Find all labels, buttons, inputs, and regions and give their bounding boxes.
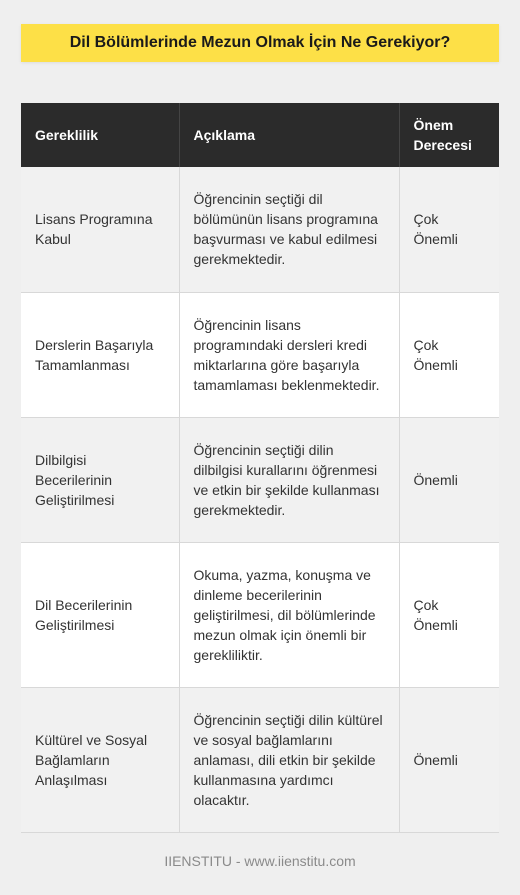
table-row: [21, 687, 499, 832]
page-title: Dil Bölümlerinde Mezun Olmak İçin Ne Gerekiyor?: [69, 34, 451, 51]
importance-cell: Çok Önemli: [399, 292, 499, 417]
header-requirement: Gereklilik: [21, 103, 179, 167]
table-row: [21, 167, 499, 292]
requirement-cell: Dilbilgisi Becerilerinin Geliştirilmesi: [21, 417, 179, 542]
importance-cell: Çok Önemli: [399, 167, 499, 292]
importance-cell: Önemli: [399, 687, 499, 832]
table-header-row: [21, 103, 499, 167]
description-cell: Öğrencinin seçtiği dil bölümünün lisans programına başvurması ve kabul edilmesi gerekmektedir.: [179, 167, 399, 292]
importance-cell: Önemli: [399, 417, 499, 542]
footer-credit: IIENSTITU - www.iienstitu.com: [164, 853, 356, 869]
importance-cell: Çok Önemli: [399, 542, 499, 687]
header-importance: Önem Derecesi: [399, 103, 499, 167]
table-row: [21, 542, 499, 687]
table-row: [21, 292, 499, 417]
description-cell: Okuma, yazma, konuşma ve dinleme becerilerinin geliştirilmesi, dil bölümlerinde mezun olmak için önemli bir gerekliliktir.: [179, 542, 399, 687]
table-row: [21, 417, 499, 542]
description-cell: Öğrencinin seçtiği dilin kültürel ve sosyal bağlamlarını anlaması, dili etkin bir şekilde kullanmasına yardımcı olacaktır.: [179, 687, 399, 832]
requirement-cell: Kültürel ve Sosyal Bağlamların Anlaşılması: [21, 687, 179, 832]
requirement-cell: Dil Becerilerinin Geliştirilmesi: [21, 542, 179, 687]
requirements-table: [21, 103, 499, 833]
title-banner: [21, 24, 499, 62]
description-cell: Öğrencinin seçtiği dilin dilbilgisi kurallarını öğrenmesi ve etkin bir şekilde kullanması gerekmektedir.: [179, 417, 399, 542]
description-cell: Öğrencinin lisans programındaki dersleri kredi miktarlarına göre başarıyla tamamlaması beklenmektedir.: [179, 292, 399, 417]
requirement-cell: Lisans Programına Kabul: [21, 167, 179, 292]
requirement-cell: Derslerin Başarıyla Tamamlanması: [21, 292, 179, 417]
header-description: Açıklama: [179, 103, 399, 167]
